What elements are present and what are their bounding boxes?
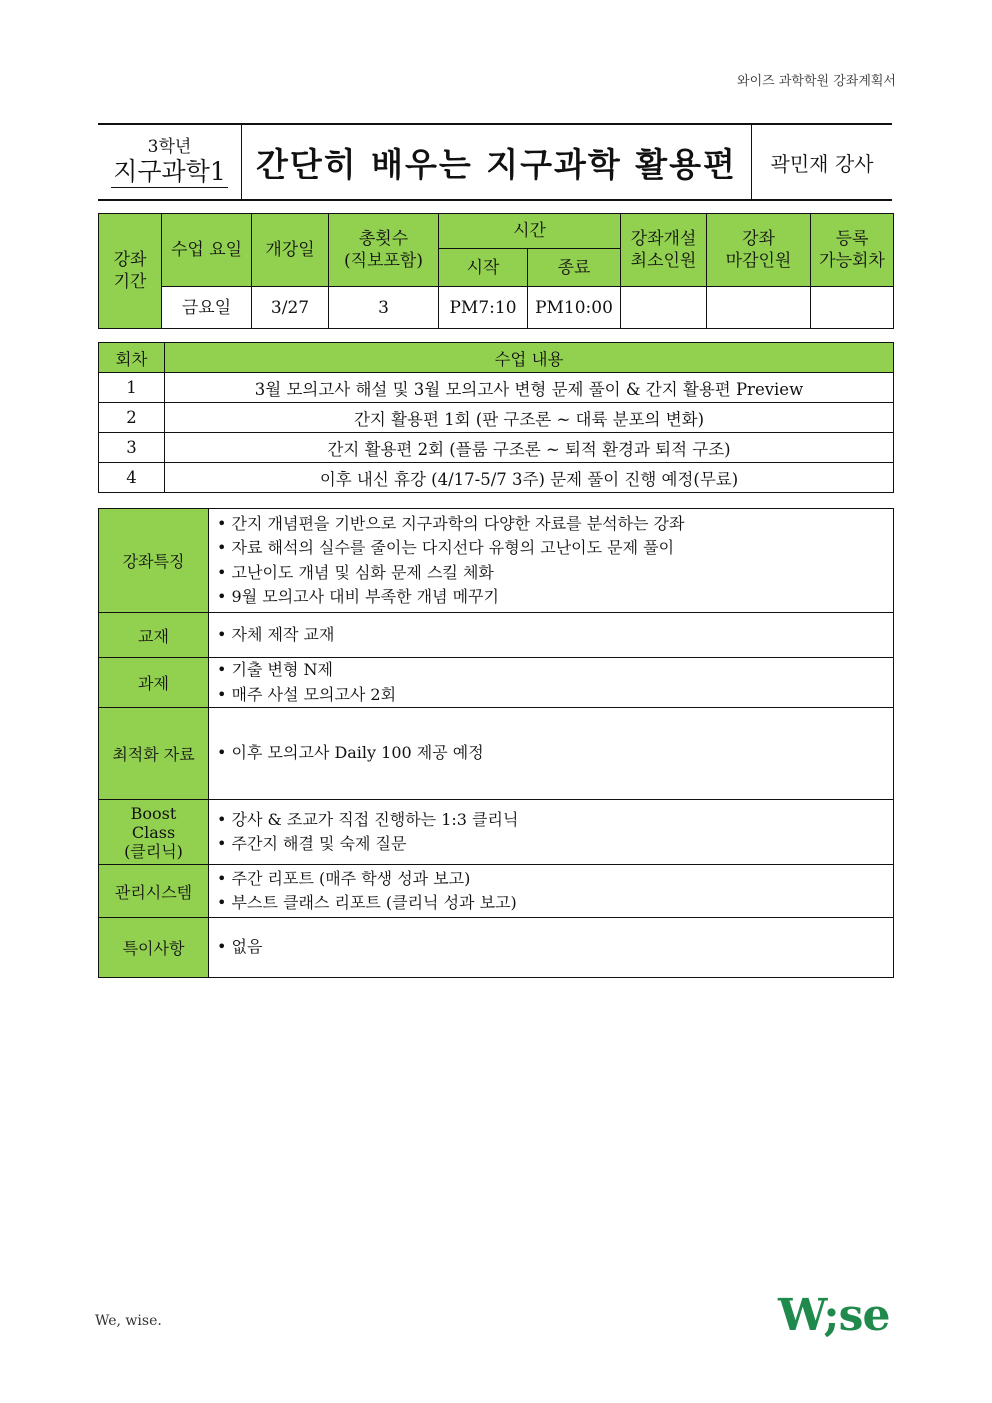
- session-content: 간지 활용편 2회 (플룸 구조론 ~ 퇴적 환경과 퇴적 구조): [165, 433, 894, 463]
- value-min-enroll: [621, 287, 707, 329]
- boost-label: Boost Class (클리닉): [99, 800, 209, 865]
- table-row: [99, 433, 894, 463]
- table-row: [99, 373, 894, 403]
- list-item: • 부스트 클래스 리포트 (클리닉 성과 보고): [217, 891, 893, 916]
- wise-logo: W;se: [778, 1290, 890, 1341]
- schedule-table: [98, 213, 894, 329]
- header-min-enroll: 강좌개설 최소인원: [621, 214, 707, 287]
- list-item: • 이후 모의고사 Daily 100 제공 예정: [217, 741, 893, 766]
- list-item: • 9월 모의고사 대비 부족한 개념 메꾸기: [217, 585, 893, 610]
- session-no: 4: [99, 463, 165, 493]
- footer-slogan: We, wise.: [95, 1313, 162, 1329]
- header-day: 수업 요일: [162, 214, 252, 287]
- value-start-date: 3/27: [252, 287, 329, 329]
- value-register-session: [811, 287, 894, 329]
- value-total-sessions: 3: [329, 287, 439, 329]
- list-item: • 강사 & 조교가 직접 진행하는 1:3 클리닉: [217, 808, 893, 833]
- grade-label: 3학년: [147, 136, 192, 157]
- header-total-sessions: 총횟수 (직보포함): [329, 214, 439, 287]
- optimized-label: 최적화 자료: [99, 708, 209, 800]
- list-item: • 주간지 해결 및 숙제 질문: [217, 832, 893, 857]
- grade-subject: [98, 125, 242, 199]
- list-item: • 자체 제작 교재: [217, 623, 893, 648]
- header-time-end: 종료: [528, 249, 621, 287]
- info-table: [98, 508, 894, 978]
- session-no: 1: [99, 373, 165, 403]
- session-no: 2: [99, 403, 165, 433]
- session-content: 간지 활용편 1회 (판 구조론 ~ 대륙 분포의 변화): [165, 403, 894, 433]
- header-register-session: 등록 가능회차: [811, 214, 894, 287]
- header-start-date: 개강일: [252, 214, 329, 287]
- session-no: 3: [99, 433, 165, 463]
- session-content: 3월 모의고사 해설 및 3월 모의고사 변형 문제 풀이 & 간지 활용편 Preview: [165, 373, 894, 403]
- table-row: [99, 463, 894, 493]
- period-label: 강좌 기간: [99, 214, 162, 329]
- document-label: 와이즈 과학학원 강좌계획서: [737, 74, 896, 89]
- header-max-enroll: 강좌 마감인원: [707, 214, 811, 287]
- value-time-start: PM7:10: [439, 287, 528, 329]
- remarks-content: [209, 918, 894, 978]
- value-day: 금요일: [162, 287, 252, 329]
- list-item: • 간지 개념편을 기반으로 지구과학의 다양한 자료를 분석하는 강좌: [217, 512, 893, 537]
- list-item: • 매주 사설 모의고사 2회: [217, 683, 893, 708]
- features-label: 강좌특징: [99, 509, 209, 613]
- homework-label: 과제: [99, 658, 209, 708]
- header-session-no: 회차: [99, 343, 165, 373]
- header-time: 시간: [439, 214, 621, 249]
- homework-content: [209, 658, 894, 708]
- list-item: • 고난이도 개념 및 심화 문제 스킬 체화: [217, 561, 893, 586]
- optimized-content: [209, 708, 894, 800]
- table-row: [99, 403, 894, 433]
- management-content: [209, 865, 894, 918]
- value-max-enroll: [707, 287, 811, 329]
- boost-content: [209, 800, 894, 865]
- value-time-end: PM10:00: [528, 287, 621, 329]
- title-block: [98, 123, 892, 201]
- session-content: 이후 내신 휴강 (4/17-5/7 3주) 문제 풀이 진행 예정(무료): [165, 463, 894, 493]
- course-title: 간단히 배우는 지구과학 활용편: [242, 125, 752, 199]
- textbook-content: [209, 613, 894, 658]
- textbook-label: 교재: [99, 613, 209, 658]
- header-time-start: 시작: [439, 249, 528, 287]
- remarks-label: 특이사항: [99, 918, 209, 978]
- list-item: • 자료 해석의 실수를 줄이는 다지선다 유형의 고난이도 문제 풀이: [217, 536, 893, 561]
- list-item: • 없음: [217, 935, 893, 960]
- instructor-name: 곽민재 강사: [770, 151, 874, 176]
- header-session-content: 수업 내용: [165, 343, 894, 373]
- features-content: [209, 509, 894, 613]
- subject-label: 지구과학1: [113, 156, 226, 186]
- management-label: 관리시스템: [99, 865, 209, 918]
- list-item: • 기출 변형 N제: [217, 658, 893, 683]
- sessions-table: [98, 342, 894, 493]
- list-item: • 주간 리포트 (매주 학생 성과 보고): [217, 867, 893, 892]
